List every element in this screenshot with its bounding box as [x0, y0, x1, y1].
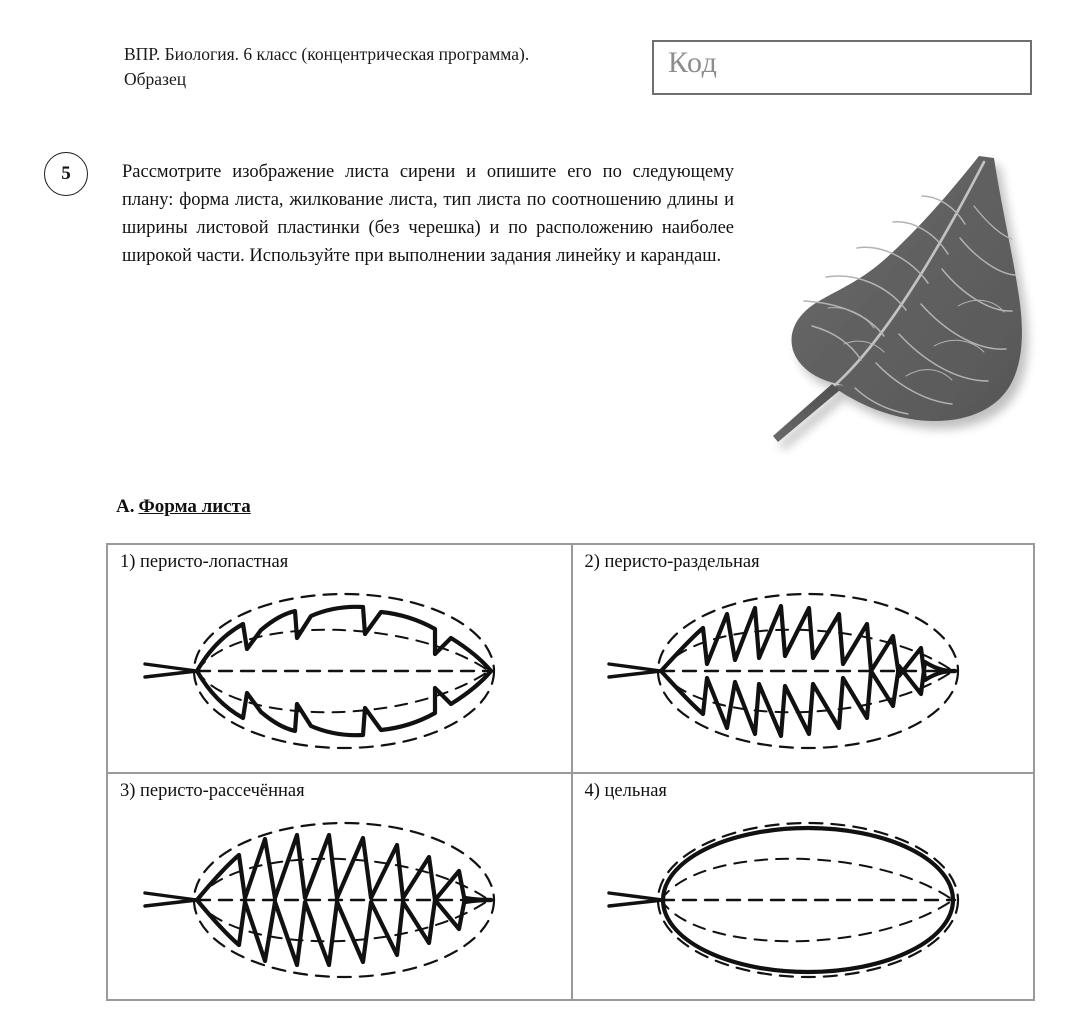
- code-placeholder-label: Код: [668, 46, 718, 79]
- option-cell-3[interactable]: [108, 772, 571, 999]
- option-cell-4[interactable]: [571, 772, 1034, 999]
- option-label-4: 4) цельная: [584, 781, 667, 801]
- option-cell-1[interactable]: [108, 545, 571, 772]
- leaf-parted-diagram: [573, 573, 1034, 768]
- leaf-entire-diagram: [573, 802, 1034, 997]
- leaf-blade-group: [773, 156, 1022, 442]
- header-title-line-1: ВПР. Биология. 6 класс (концентрическая программа).: [124, 44, 530, 64]
- page-header-title: [124, 42, 634, 93]
- section-a-heading: [116, 496, 251, 518]
- question-text: Рассмотрите изображение листа сирени и опишите его по следующему плану: форма листа, жилкование листа, тип листа по соотношению длины и ширины листовой пластинки (без черешка) и по расположению наиболее широкой части. Используйте при выполнении задания линейку и карандаш.: [122, 162, 734, 267]
- option-label-2: 2) перисто-раздельная: [584, 552, 760, 572]
- option-label-3: 3) перисто-рассечённая: [120, 781, 305, 801]
- header-title-line-2: Образец: [124, 69, 187, 90]
- code-input-box[interactable]: [652, 40, 1032, 95]
- option-label-1: 1) перисто-лопастная: [120, 552, 289, 572]
- task-number-badge: [44, 152, 88, 196]
- leaf-dissected-diagram: [108, 802, 571, 997]
- leaf-shape-options-table: [106, 543, 1035, 1001]
- leaf-photograph: [756, 138, 1056, 460]
- option-cell-2[interactable]: [571, 545, 1034, 772]
- leaf-lobed-diagram: [108, 573, 571, 768]
- section-a-letter: А.: [116, 496, 135, 517]
- task-number-value: 5: [61, 163, 71, 184]
- section-a-title: Форма листа: [138, 496, 251, 517]
